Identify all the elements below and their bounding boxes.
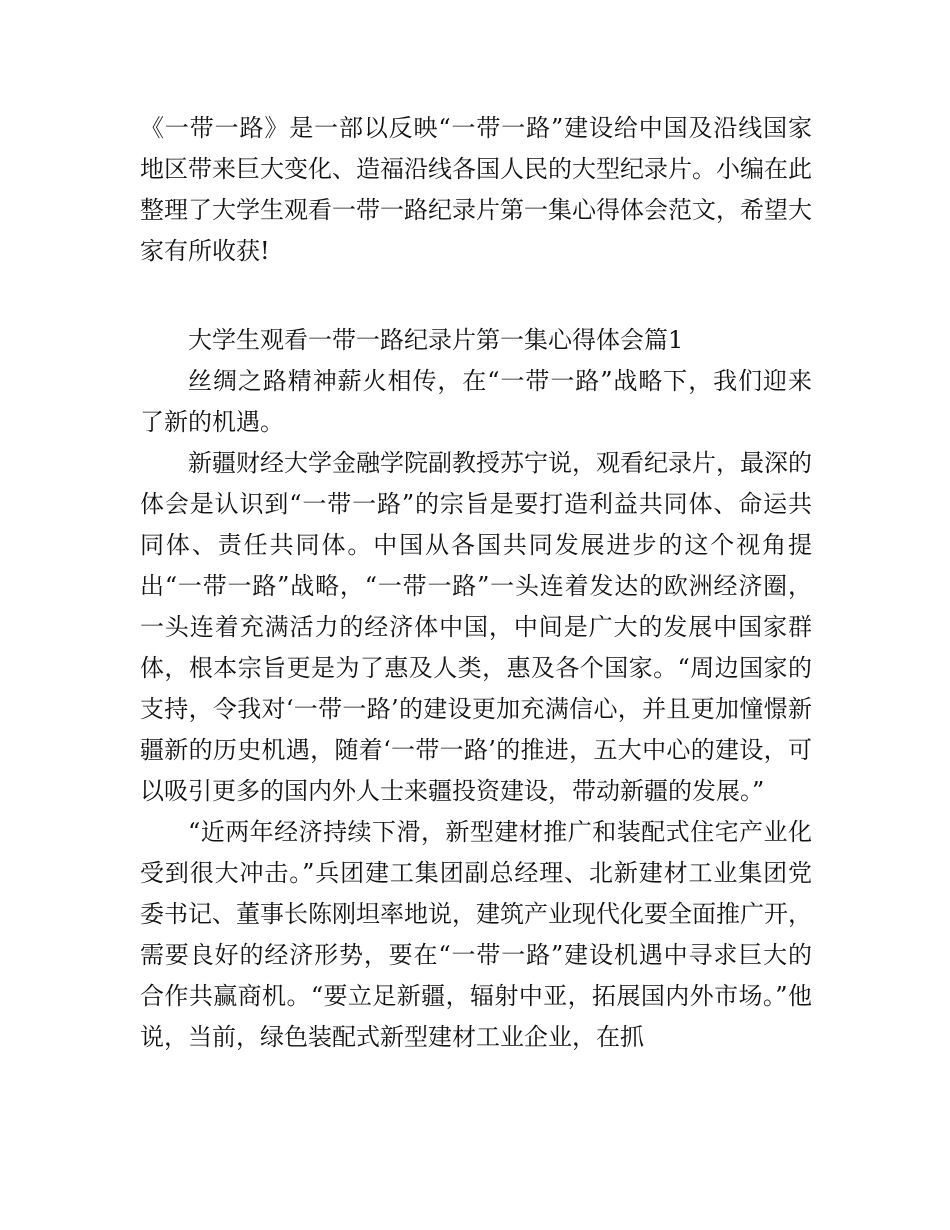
intro-section [140,108,812,272]
article-heading: 大学生观看一带一路纪录片第一集心得体会篇1 [188,326,684,354]
article-paragraph-2: 新疆财经大学金融学院副教授苏宁说，观看纪录片，最深的体会是认识到“一带一路”的宗旨是要打造利益共同体、命运共同体、责任共同体。中国从各国共同发展进步的这个视角提出“一带一路”战略，“一带一路”一头连着发达的欧洲经济圈，一头连着充满活力的经济体中国，中间是广大的发展中国家群体，根本宗旨更是为了惠及人类，惠及各个国家。“周边国家的支持，令我对‘一带一路’的建设更加充满信心，并且更加憧憬新疆新的历史机遇，随着‘一带一路’的推进，五大中心的建设，可以吸引更多的国内外人士来疆投资建设，带动新疆的发展。” [140,449,812,805]
article-section [140,320,812,1058]
intro-paragraph: 《一带一路》是一部以反映“一带一路”建设给中国及沿线国家地区带来巨大变化、造福沿线各国人民的大型纪录片。小编在此整理了大学生观看一带一路纪录片第一集心得体会范文，希望大家有所收获! [140,114,812,265]
article-paragraph-1: 丝绸之路精神薪火相传，在“一带一路”战略下，我们迎来了新的机遇。 [140,367,812,436]
article-paragraph-3: “近两年经济持续下滑，新型建材推广和装配式住宅产业化受到很大冲击。”兵团建工集团副总经理、北新建材工业集团党委书记、董事长陈刚坦率地说，建筑产业现代化要全面推广开，需要良好的经济形势，要在“一带一路”建设机遇中寻求巨大的合作共赢商机。“要立足新疆，辐射中亚，拓展国内外市场。”他说，当前，绿色装配式新型建材工业企业，在抓 [140,818,812,1051]
